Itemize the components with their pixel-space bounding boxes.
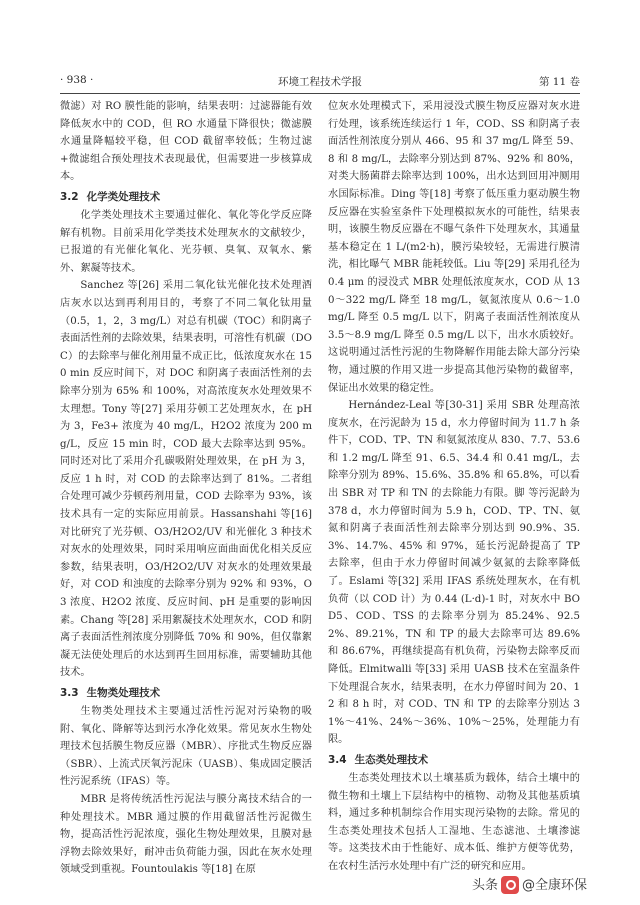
section-heading-3-3 [60,684,312,702]
paragraph-chemical-overview: 化学类处理技术主要通过催化、氧化等化学反应降解有机物。目前采用化学类技术处理灰水的文献较少，已报道的有光催化氧化、光芬顿、臭氧、双氧水、紫外、絮凝等技术。 [60,209,312,274]
section-heading-3-2 [60,188,312,206]
paragraph-mbr: MBR 是将传统活性污泥法与膜分离技术结合的一种处理技术。MBR 通过膜的作用截留活性污泥微生物，提高活性污泥浓度，强化生物处理效果，且膜对悬浮物去除效果好，耐冲击负荷能力强，因此在灰水处理领域受到重视。Fountoulakis 等[18] 在原 [60,793,312,876]
section-title: 生态类处理技术 [354,753,429,766]
paragraph-mbr-continued: 位灰水处理模式下，采用浸没式膜生物反应器对灰水进行处理，该系统连续运行 1 年，COD、SS 和阴离子表面活性剂浓度分别从 466、95 和 37 mg/L 降至 59、8 和 8 mg/L，去除率分别达到 87%、92% 和 80%，对类大肠菌群去除率达到 100%，出水达到回用冲厕用水国际标准。Ding 等[18] 考察了低压重力驱动膜生物反应器在实验室条件下处理模拟灰水的可能性，结果表明，该膜生物反应器在不曝气条件下处理灰水，其通量基本稳定在 1 L/(m2·h)，膜污染较轻，无需进行膜清洗，相比曝气 MBR 能耗较低。Liu 等[29] 采用孔径为 0.4 μm 的浸没式 MBR 处理低浓度灰水，COD 从 130～322 mg/L 降至 18 mg/L，氨氮浓度从 0.6～1.0 mg/L 降至 0.5 mg/L 以下，阴离子表面活性剂浓度从 3.5～8.9 mg/L 降至 0.5 mg/L 以下，出水水质较好。这说明通过活性污泥的生物降解作用能去除大部分污染物，通过膜的作用又进一步提高其他污染物的截留率，保证出水效果的稳定性。 [328,101,580,394]
left-column [60,98,312,879]
page-number: · 938 · [60,74,94,86]
paragraph-sbr-ifas-uasb: Hernández-Leal 等[30-31] 采用 SBR 处理高浓度灰水，在污泥龄为 15 d，水力停留时间为 11.7 h 条件下，COD、TP、TN 和氨氮浓度从 830、7.7、53.6 和 1.2 mg/L 降至 91、6.5、34.4 和 0.41 mg/L，去除率分别为 89%、15.6%、35.8% 和 65.8%，可以看出 SBR 对 TP 和 TN 的去除能力有限。脚 等污泥龄为 378 d，水力停留时间为 5.9 h，COD、TP、TN、氨氮和阴离子表面活性剂去除率分别达到 90.9%、35.3%、14.7%、45% 和 97%，延长污泥龄提高了 TP 去除率，但由于水力停留时间减少氨氮的去除率降低了。Eslami 等[32] 采用 IFAS 系统处理灰水，在有机负荷（以 COD 计）为 0.44 (L·d)-1 时，对灰水中 BOD5、COD、TSS 的去除率分别为 85.24%、92.52%、89.21%，TN 和 TP 的最大去除率可达 89.6% 和 86.67%，再继续提高有机负荷，污染物去除率反而降低。Elmitwalli 等[33] 采用 UASB 技术在室温条件下处理混合灰水，结果表明，在水力停留时间为 20、12 和 8 h 时，对 COD、TN 和 TP 的去除率分别达 31%～41%、24%～36%、10%～25%，处理能力有限。 [328,400,580,746]
section-number: 3.4 [328,753,347,766]
section-title: 生物类处理技术 [86,687,161,699]
section-number: 3.3 [60,687,79,699]
paragraph-biological-overview: 生物类处理技术主要通过活性污泥对污染物的吸附、氧化、降解等达到污水净化效果。常见灰水生物处理技术包括膜生物反应器（MBR）、序批式生物反应器（SBR）、上流式厌氧污泥床（UASB）、集成固定膜活性污泥系统（IFAS）等。 [60,706,312,788]
watermark [472,874,632,896]
right-column [328,98,580,876]
toutiao-logo-icon [501,876,519,894]
header-rule [60,93,580,94]
paragraph-intro-continued: 微滤）对 RO 膜性能的影响，结果表明：过滤器能有效降低灰水中的 COD，但 RO 水通量下降很快；微滤膜水通量降幅较平稳，但 COD 截留率较低；生物过滤+微滤组合预处理技术表现最优，但需要进一步核算成本。 [60,101,312,183]
watermark-prefix: 头条 [472,878,499,893]
journal-title: 环境工程技术学报 [278,76,362,88]
paragraph-chemical-studies: Sanchez 等[26] 采用二氧化钛光催化技术处理酒店灰水以达到再利用目的，考察了不同二氧化钛用量（0.5，1，2，3 mg/L）对总有机碳（TOC）和阴离子表面活性剂的去除效果，结果表明，可溶性有机碳（DOC）的去除率与催化剂用量不成正比，低浓度灰水在 150 min 反应时间下，对 DOC 和阴离子表面活性剂的去除率分别为 65% 和 100%，对高浓度灰水处理效果不太理想。Tony 等[27] 采用芬顿工艺处理灰水，在 pH 为 3，Fe3+ 浓度为 40 mg/L，H2O2 浓度为 200 mg/L，反应 15 min 时，COD 最大去除率达到 95%。同时还对比了采用介孔碳吸附处理效果，在 pH 为 3，反应 1 h 时，对 COD 的去除率达到了 81%。二者组合处理可减少芬顿药剂用量，COD 去除率为 93%，该技术具有一定的实际应用前景。Hassanshahi 等[16] 对比研究了光芬顿、O3/H2O2/UV 和光催化 3 种技术对灰水的处理效果，同时采用响应面曲面优化相关反应参数，结果表明，O3/H2O2/UV 对灰水的处理效果最好，对 COD 和浊度的去除率分别为 92% 和 93%，O3 浓度、H2O2 浓度、反应时间、pH 是重要的影响因素。Chang 等[28] 采用絮凝技术处理灰水，COD 和阴离子表面活性剂浓度分别降低 70% 和 90%，但仅靠絮凝无法使处理后的水达到再生回用标准，需要辅助其他技术。 [60,280,312,679]
section-number: 3.2 [60,190,79,203]
section-title: 化学类处理技术 [86,190,161,203]
watermark-handle: @全康环保 [522,878,588,893]
section-heading-3-4 [328,751,580,769]
volume-number: 第 11 卷 [538,76,580,88]
paragraph-ecological: 生态类处理技术以土壤基质为载体，结合土壤中的微生物和土壤上下层结构中的植物、动物及其他基质填料，通过多种机制综合作用实现污染物的去除。常见的生态类处理技术包括人工湿地、生态滤池、土壤渗滤等。这类技术由于性能好、成本低、维护方便等优势，在农村生活污水处理中有广泛的研究和应用。 [328,772,580,872]
running-header [60,74,580,90]
